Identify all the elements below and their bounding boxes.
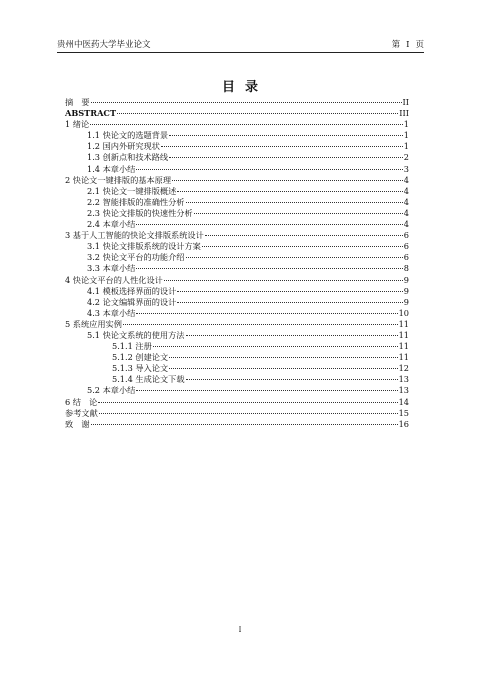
toc-entry-label: 摘 要: [65, 97, 90, 107]
header-page-suffix: 页: [415, 40, 424, 50]
toc-entry-page: 6: [403, 252, 409, 263]
toc-entry-page: 9: [403, 285, 409, 296]
toc-entry-label: 2 快论文一键排版的基本原理: [65, 174, 172, 185]
toc-dot-leader: [98, 402, 397, 403]
toc-entry-label: 3.1 快论文排版系统的设计方案: [87, 241, 201, 252]
header-page-number: I: [406, 40, 410, 50]
toc-entry-label: 3.2 快论文平台的功能介绍: [87, 252, 185, 263]
toc-entry-label: 1.3 创新点和技术路线: [87, 152, 169, 163]
toc-entry[interactable]: [65, 197, 409, 208]
toc-entry[interactable]: [65, 308, 409, 319]
toc-dot-leader: [136, 268, 402, 269]
toc-entry-label: 5.1.3 导入论文: [112, 363, 169, 374]
toc-dot-leader: [177, 302, 402, 303]
toc-dot-leader: [136, 313, 397, 314]
toc-entry-label: 2.4 本章小结: [87, 219, 136, 230]
toc-entry[interactable]: [65, 286, 409, 297]
toc-entry-page: 1: [403, 130, 409, 141]
toc-dot-leader: [186, 335, 398, 336]
toc-entry-label: 1 绪论: [65, 119, 90, 130]
toc-entry-page: 13: [398, 385, 409, 396]
toc-entry[interactable]: [65, 175, 409, 186]
toc-entry-page: 4: [403, 185, 409, 196]
toc-entry-label: 4 快论文平台的人性化设计: [65, 274, 163, 285]
toc-entry-label: 参考文献: [65, 407, 98, 418]
toc-entry[interactable]: [65, 275, 409, 286]
toc-entry-page: 11: [398, 341, 409, 352]
toc-entry-label: 4.1 模板选择界面的设计: [87, 285, 177, 296]
toc-dot-leader: [177, 291, 402, 292]
toc-entry-label: 5.1.1 注册: [112, 341, 152, 352]
toc-entry-page: 14: [398, 396, 409, 407]
toc-title: 目录: [221, 80, 268, 95]
toc-dot-leader: [177, 191, 402, 192]
toc-entry[interactable]: [65, 408, 409, 419]
toc-entry-page: 1: [403, 141, 409, 152]
toc-entry-label: 1.2 国内外研究现状: [87, 141, 160, 152]
toc-entry-label: 2.1 快论文一键排版概述: [87, 185, 177, 196]
toc-entry[interactable]: [65, 341, 409, 352]
toc-entry-label: 致 谢: [65, 418, 90, 429]
toc-entry-page: 16: [398, 418, 409, 429]
toc-entry-label: 5 系统应用实例: [65, 318, 122, 329]
toc-dot-leader: [164, 280, 403, 281]
toc-entry-page: 9: [403, 296, 409, 307]
toc-dot-leader: [202, 246, 403, 247]
toc-entry[interactable]: [65, 152, 409, 163]
toc-entry-page: 9: [403, 274, 409, 285]
toc-entry-label: ABSTRACT: [65, 108, 117, 119]
header-university-title: 贵州中医药大学毕业论文: [57, 40, 151, 50]
toc-entry-label: 5.1 快论文系统的使用方法: [87, 329, 185, 340]
toc-entry-page: 2: [403, 152, 409, 163]
table-of-contents: [65, 97, 409, 430]
toc-entry-label: 2.2 智能排版的准确性分析: [87, 196, 185, 207]
toc-dot-leader: [136, 169, 402, 170]
toc-dot-leader: [136, 224, 402, 225]
toc-entry[interactable]: [65, 130, 409, 141]
toc-dot-leader: [91, 424, 398, 425]
toc-entry[interactable]: [65, 297, 409, 308]
toc-entry-page: 12: [398, 363, 409, 374]
toc-dot-leader: [153, 346, 398, 347]
toc-entry-page: 1: [403, 119, 409, 130]
toc-dot-leader: [161, 146, 403, 147]
toc-entry[interactable]: [65, 97, 409, 108]
toc-entry[interactable]: [65, 119, 409, 130]
toc-entry-page: 4: [403, 174, 409, 185]
toc-entry[interactable]: [65, 230, 409, 241]
toc-entry-page: 11: [398, 329, 409, 340]
toc-entry-label: 6 结 论: [65, 396, 98, 407]
toc-dot-leader: [169, 135, 403, 136]
toc-entry[interactable]: [65, 241, 409, 252]
toc-entry-label: 3.3 本章小结: [87, 263, 136, 274]
toc-dot-leader: [186, 379, 398, 380]
toc-entry[interactable]: [65, 419, 409, 430]
toc-entry-label: 5.1.4 生成论文下载: [112, 374, 185, 385]
toc-dot-leader: [136, 390, 397, 391]
toc-entry-page: 8: [403, 263, 409, 274]
toc-dot-leader: [205, 235, 403, 236]
toc-dot-leader: [169, 368, 397, 369]
toc-entry-label: 3 基于人工智能的快论文排版系统设计: [65, 230, 204, 241]
toc-entry[interactable]: [65, 330, 409, 341]
toc-dot-leader: [91, 102, 402, 103]
toc-entry[interactable]: [65, 252, 409, 263]
toc-entry[interactable]: [65, 219, 409, 230]
header-page-prefix: 第: [391, 40, 401, 50]
toc-dot-leader: [186, 257, 403, 258]
page-header: [57, 38, 424, 53]
toc-entry[interactable]: [65, 263, 409, 274]
toc-entry-label: 4.2 论文编辑界面的设计: [87, 296, 177, 307]
toc-dot-leader: [123, 324, 398, 325]
toc-entry[interactable]: [65, 186, 409, 197]
toc-dot-leader: [172, 180, 403, 181]
toc-entry-page: II: [402, 97, 409, 107]
toc-entry-page: III: [399, 108, 409, 119]
toc-entry-page: 11: [398, 318, 409, 329]
header-page-indicator: [386, 38, 424, 52]
toc-entry-page: 4: [403, 196, 409, 207]
toc-dot-leader: [99, 413, 398, 414]
toc-entry-label: 5.1.2 创建论文: [112, 352, 169, 363]
toc-entry-page: 4: [403, 207, 409, 218]
toc-entry-page: 13: [398, 374, 409, 385]
toc-entry-label: 2.3 快论文排版的快速性分析: [87, 207, 193, 218]
toc-entry-label: 1.1 快论文的选题背景: [87, 130, 169, 141]
toc-entry-label: 5.2 本章小结: [87, 385, 136, 396]
toc-dot-leader: [169, 157, 403, 158]
toc-dot-leader: [194, 213, 403, 214]
toc-entry[interactable]: [65, 397, 409, 408]
toc-entry-page: 10: [398, 307, 409, 318]
toc-entry-page: 4: [403, 219, 409, 230]
toc-entry-page: 6: [403, 230, 409, 241]
toc-entry[interactable]: [65, 108, 409, 119]
toc-entry[interactable]: [65, 319, 409, 330]
toc-dot-leader: [169, 357, 397, 358]
toc-entry[interactable]: [65, 208, 409, 219]
toc-entry-page: 3: [403, 163, 409, 174]
toc-entry-page: 15: [398, 407, 409, 418]
toc-entry-label: 4.3 本章小结: [87, 307, 136, 318]
toc-entry-label: 1.4 本章小结: [87, 163, 136, 174]
toc-dot-leader: [90, 124, 403, 125]
toc-entry[interactable]: [65, 363, 409, 374]
toc-entry[interactable]: [65, 374, 409, 385]
toc-entry-page: 6: [403, 241, 409, 252]
toc-entry[interactable]: [65, 164, 409, 175]
toc-entry[interactable]: [65, 352, 409, 363]
toc-dot-leader: [186, 202, 403, 203]
toc-dot-leader: [117, 113, 398, 114]
toc-entry-page: 11: [398, 352, 409, 363]
toc-entry[interactable]: [65, 385, 409, 396]
page-footer-number: I: [238, 626, 242, 634]
toc-entry[interactable]: [65, 141, 409, 152]
